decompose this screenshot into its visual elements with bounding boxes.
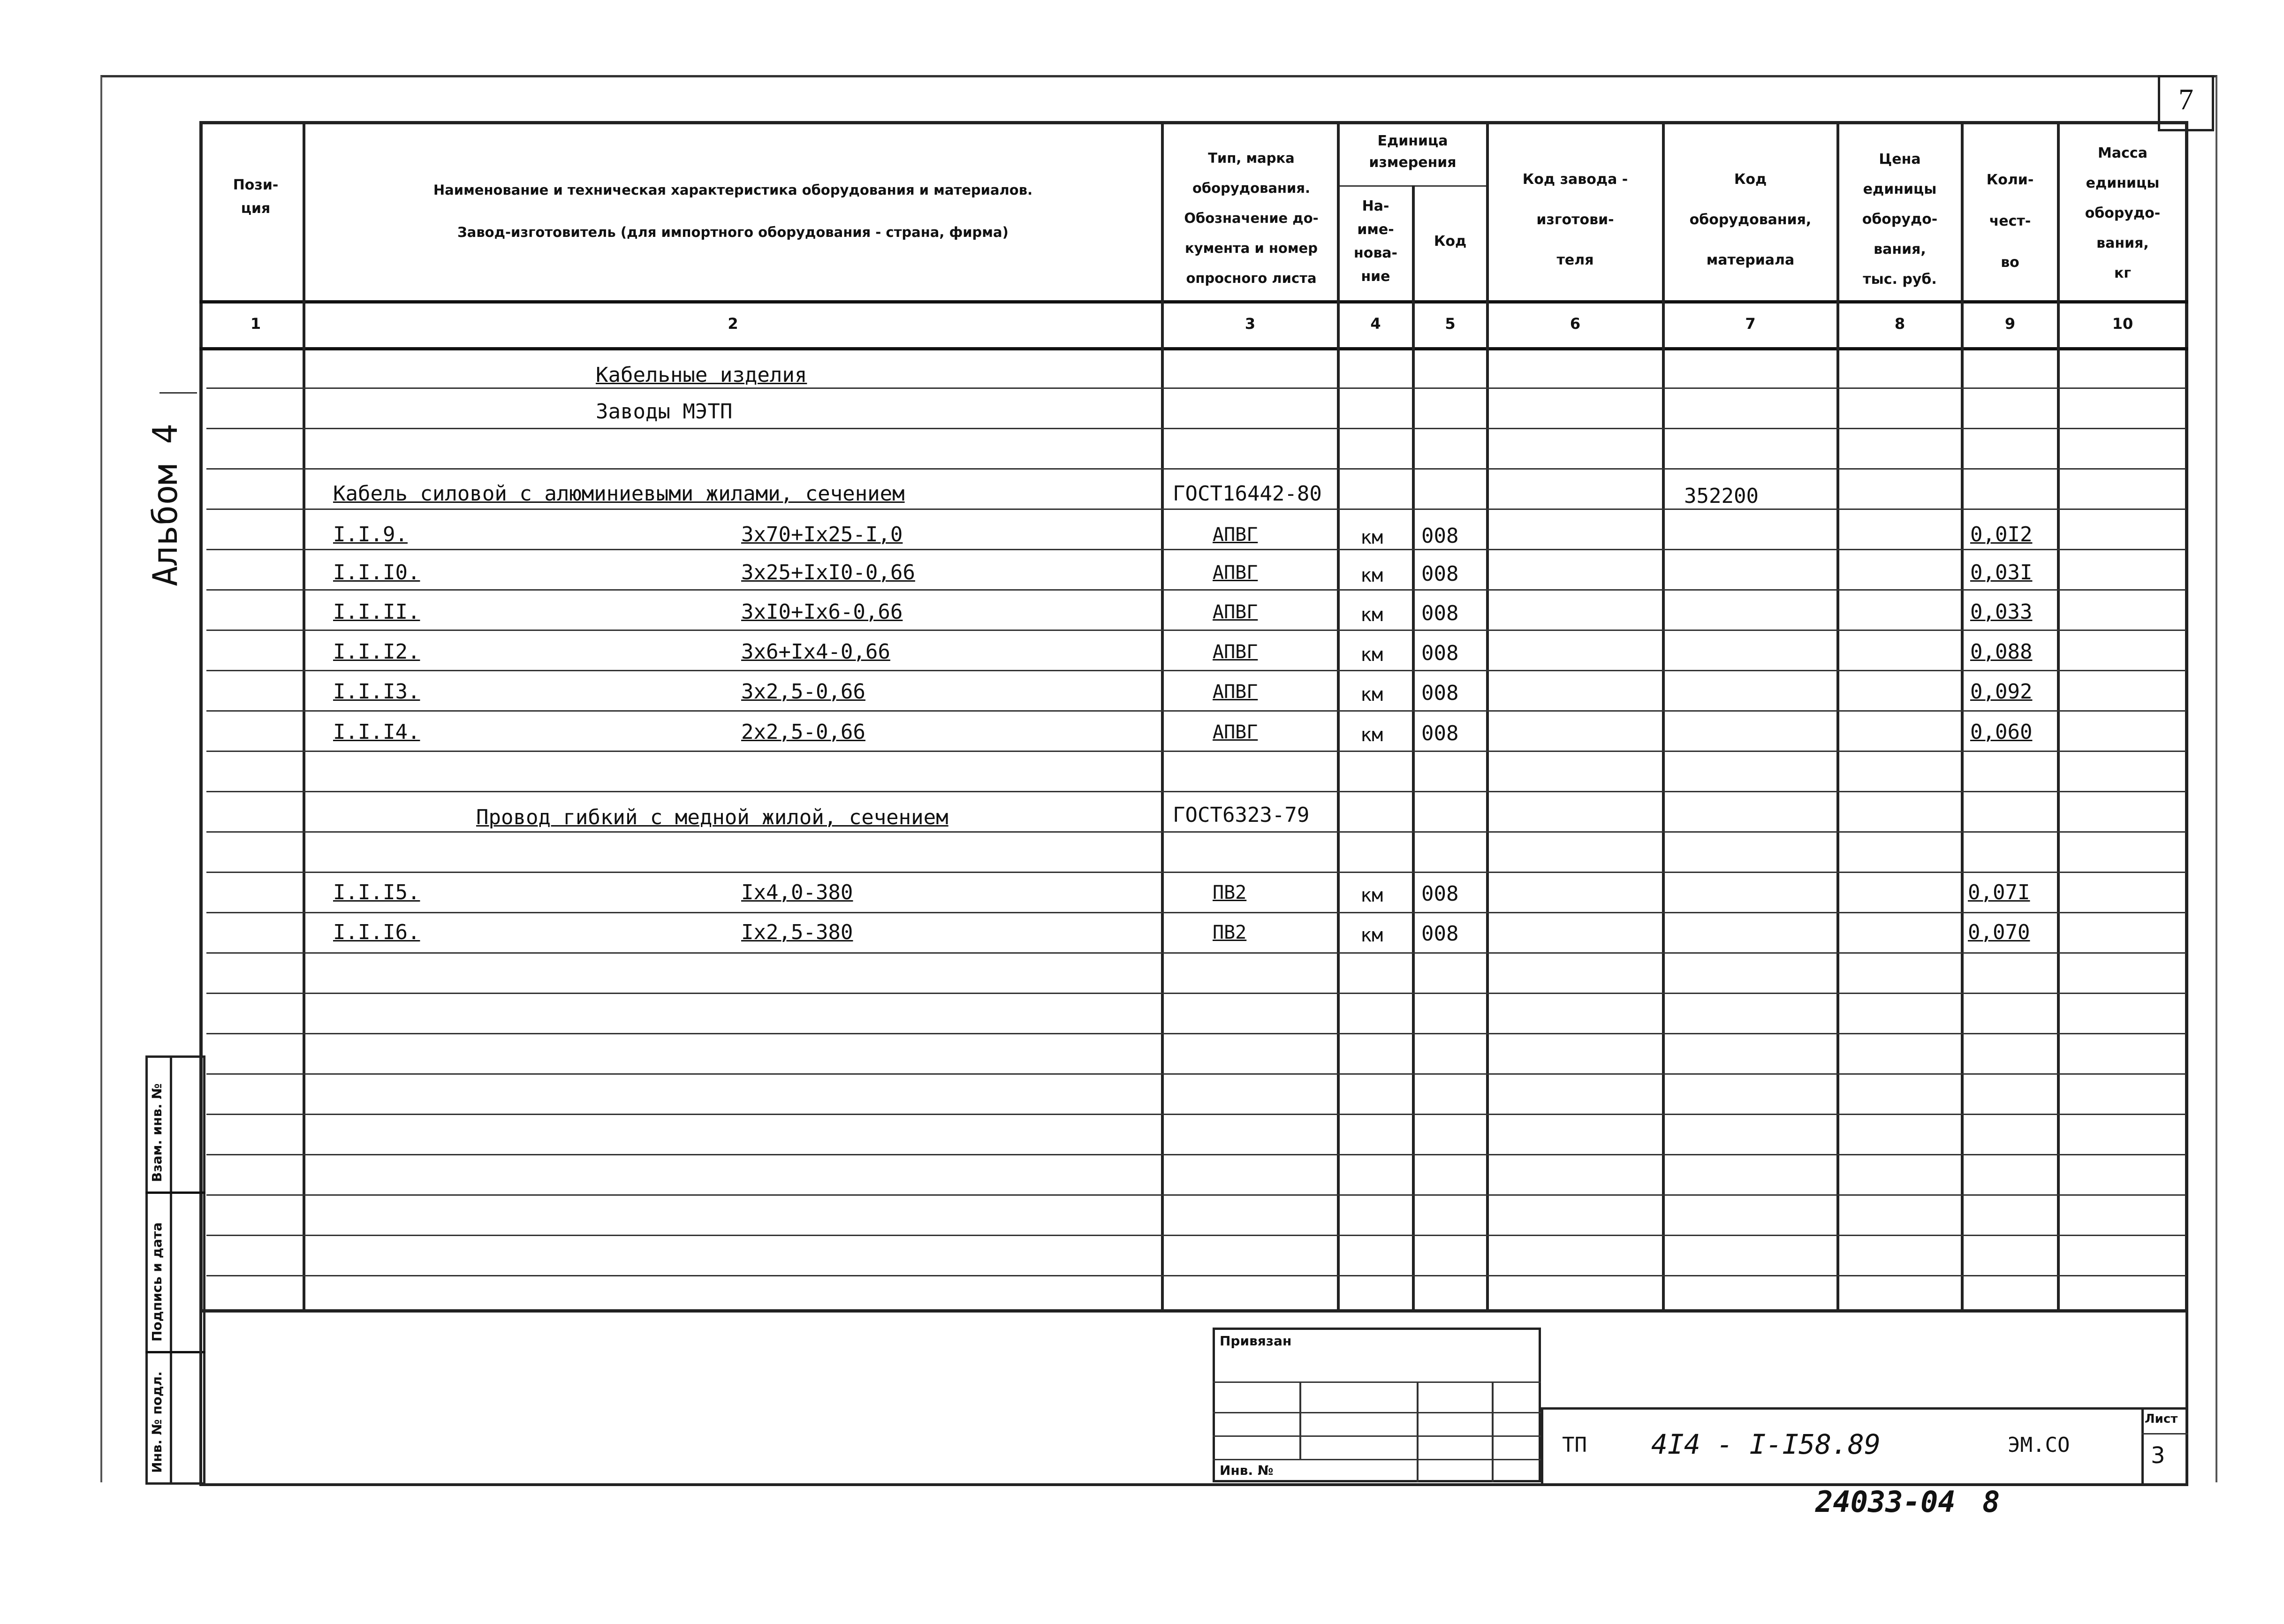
list-label: Лист <box>2145 1412 2178 1426</box>
cable-group-code: 352200 <box>1684 484 1759 508</box>
privyazan-label: Привязан <box>1220 1333 1292 1349</box>
col-line-8 <box>1961 121 1964 1313</box>
wire-group-title: Провод гибкий с медной жилой, сечением <box>476 805 949 829</box>
archive-number-main: 24033-04 <box>1815 1485 1956 1519</box>
row-quantity: 0,033 <box>1970 600 2033 624</box>
header-mass: Масса единицы оборудо- вания, кг <box>2085 145 2161 281</box>
row-spec: 3x2,5-0,66 <box>741 680 865 704</box>
cable-group-title: Кабель силовой с алюминиевыми жилами, сечением <box>333 482 905 506</box>
row-quantity: 0,092 <box>1970 680 2033 704</box>
doc-mark: ЭМ.СО <box>2008 1433 2070 1457</box>
specification-table <box>199 121 2188 1313</box>
header-quantity: Коли- чест- во <box>1986 172 2034 271</box>
row-unit: км <box>1360 604 1383 626</box>
row-position: I.I.I6. <box>333 920 420 944</box>
col-number-2: 2 <box>728 315 738 333</box>
header-type: Тип, марка оборудования. Обозначение до- кумента и номер опросного листа <box>1184 150 1319 286</box>
wire-group-standard: ГОСТ6323-79 <box>1173 803 1310 827</box>
archive-number <box>1815 1485 2000 1519</box>
col-number-5: 5 <box>1445 315 1456 333</box>
inv-podl-label: Инв. № подл. <box>149 1371 165 1473</box>
header-unit-name: На- име- нова- ние <box>1353 198 1398 285</box>
row-unit: км <box>1360 644 1383 666</box>
col-number-6: 6 <box>1570 315 1581 333</box>
row-unit: км <box>1360 684 1383 706</box>
left-margin-sep-2 <box>145 1351 205 1353</box>
privyazan-vline-3 <box>1492 1381 1494 1482</box>
privyazan-vline-1 <box>1299 1381 1301 1459</box>
col-line-3 <box>1337 121 1340 1313</box>
row-spec: 3x6+Ix4-0,66 <box>741 640 890 664</box>
row-quantity: 0,060 <box>1970 720 2033 744</box>
row-position: I.I.I2. <box>333 640 420 664</box>
row-spec: 2x2,5-0,66 <box>741 720 865 744</box>
section-title-factories: Заводы МЭТП <box>596 400 733 424</box>
header-bottom-line <box>199 300 2188 304</box>
cable-group-standard: ГОСТ16442-80 <box>1173 482 1322 506</box>
vzam-inv-label: Взам. инв. № <box>149 1083 165 1182</box>
row-type: АПВГ <box>1213 524 1258 546</box>
row-code: 008 <box>1421 882 1459 906</box>
row-type: АПВГ <box>1213 681 1258 703</box>
col-line-1 <box>303 121 305 1313</box>
row-type: АПВГ <box>1213 601 1258 623</box>
row-code: 008 <box>1421 601 1459 625</box>
row-position: I.I.9. <box>333 523 408 546</box>
row-type: АПВГ <box>1213 562 1258 584</box>
left-margin-divider <box>170 1055 172 1485</box>
row-type: ПВ2 <box>1213 922 1247 943</box>
row-code: 008 <box>1421 524 1459 548</box>
row-spec: Ix2,5-380 <box>741 920 853 944</box>
row-position: I.I.I3. <box>333 680 420 704</box>
row-type: АПВГ <box>1213 721 1258 743</box>
col-number-3: 3 <box>1244 315 1256 333</box>
header-name: Наименование и техническая характеристика оборудования и материалов. Завод-изготовитель (для импортного оборудования - страна, фирма) <box>433 182 1033 240</box>
row-type: ПВ2 <box>1213 882 1247 903</box>
col-number-1: 1 <box>250 315 261 333</box>
row-code: 008 <box>1421 922 1459 946</box>
list-number: 3 <box>2151 1442 2165 1469</box>
row-position: I.I.I4. <box>333 720 420 744</box>
row-quantity: 0,070 <box>1968 920 2030 944</box>
row-code: 008 <box>1421 681 1459 705</box>
row-quantity: 0,088 <box>1970 640 2033 664</box>
doc-code-prefix: ТП <box>1562 1433 1587 1457</box>
header-position: Пози- ция <box>233 177 279 217</box>
col-line-4 <box>1412 185 1415 1313</box>
row-code: 008 <box>1421 562 1459 586</box>
row-unit: км <box>1360 527 1383 548</box>
row-unit: км <box>1360 565 1383 586</box>
archive-number-suffix: 8 <box>1982 1485 2000 1519</box>
col-number-7: 7 <box>1745 315 1756 333</box>
numbers-bottom-line <box>199 347 2188 350</box>
row-spec: 3x70+Ix25-I,0 <box>741 523 903 546</box>
row-quantity: 0,07I <box>1968 880 2030 904</box>
list-box-line <box>2141 1433 2188 1434</box>
header-unit-code: Код <box>1434 233 1467 250</box>
privyazan-vline-2 <box>1417 1381 1419 1482</box>
row-quantity: 0,0I2 <box>1970 523 2033 546</box>
row-position: I.I.I5. <box>333 880 420 904</box>
doc-code: 4I4 - I-I58.89 <box>1651 1428 1881 1460</box>
col-line-9 <box>2057 121 2060 1313</box>
col-line-7 <box>1836 121 1839 1313</box>
header-equipment-code: Код оборудования, материала <box>1689 171 1812 268</box>
side-tick <box>159 392 197 394</box>
row-spec: 3xI0+Ix6-0,66 <box>741 600 903 624</box>
corner-sheet-number: 7 <box>2178 83 2193 116</box>
row-unit: км <box>1360 724 1383 746</box>
left-margin-sep-1 <box>145 1191 205 1194</box>
col-number-8: 8 <box>1894 315 1905 333</box>
section-title-cable-products: Кабельные изделия <box>596 363 807 387</box>
col-line-5 <box>1486 121 1489 1313</box>
col-number-9: 9 <box>2004 315 2016 333</box>
col-line-2 <box>1161 121 1164 1313</box>
row-spec: 3x25+IxI0-0,66 <box>741 561 915 584</box>
row-code: 008 <box>1421 721 1459 745</box>
header-unit-group: Единица измерения <box>1369 133 1457 171</box>
header-price: Цена единицы оборудо- вания, тыс. руб. <box>1862 151 1938 288</box>
row-unit: км <box>1360 925 1383 946</box>
col-line-6 <box>1662 121 1665 1313</box>
row-position: I.I.I0. <box>333 561 420 584</box>
row-spec: Ix4,0-380 <box>741 880 853 904</box>
col-number-4: 4 <box>1370 315 1381 333</box>
row-quantity: 0,03I <box>1970 561 2033 584</box>
row-unit: км <box>1360 885 1383 906</box>
row-type: АПВГ <box>1213 641 1258 663</box>
podpis-data-label: Подпись и дата <box>149 1222 165 1342</box>
col-number-10: 10 <box>2112 315 2133 333</box>
row-position: I.I.II. <box>333 600 420 624</box>
header-factory-code: Код завода - изготови- теля <box>1522 171 1628 268</box>
row-code: 008 <box>1421 641 1459 665</box>
side-album-title: Альбом 4 <box>145 424 185 586</box>
inv-no-label: Инв. № <box>1220 1463 1274 1478</box>
